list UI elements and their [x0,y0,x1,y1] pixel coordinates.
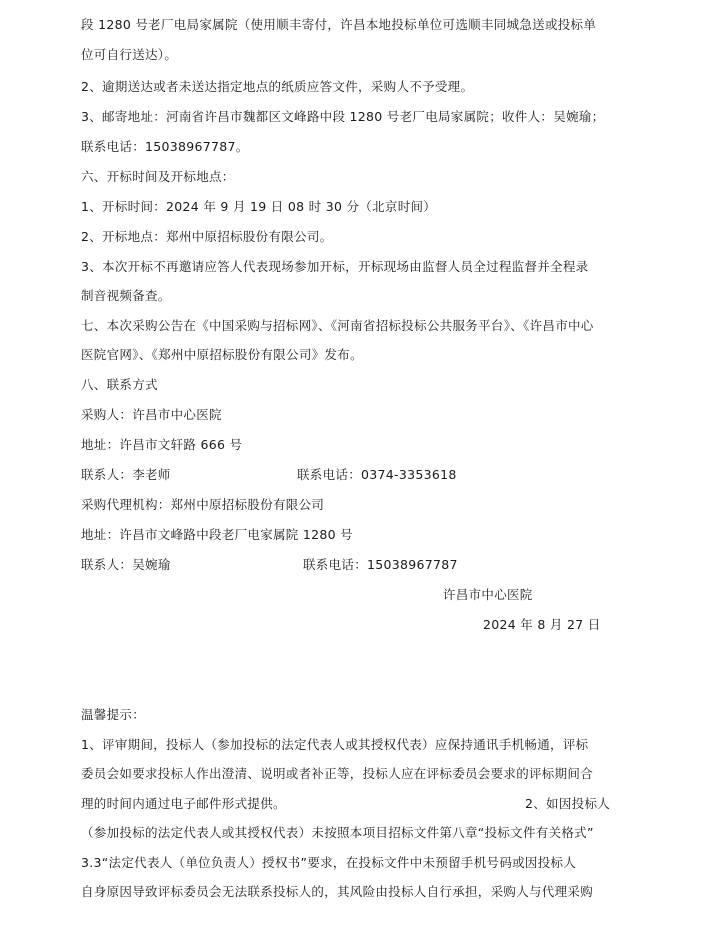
text-line: 地址：许昌市文峰路中段老厂电家属院 1280 号 [81,527,353,542]
text-line: 1、开标时间：2024 年 9 月 19 日 08 时 30 分（北京时间） [81,199,437,214]
text-line: 3、本次开标不再邀请应答人代表现场参加开标，开标现场由监督人员全过程监督并全程录 [81,259,589,274]
text-line: 2、逾期送达或者未送达指定地点的纸质应答文件，采购人不予受理。 [81,79,474,94]
contact-person: 联系人：吴婉瑜 [81,557,171,572]
text-line: 采购代理机构：郑州中原招标股份有限公司 [81,497,325,512]
contact-phone: 联系电话：0374-3353618 [297,467,457,482]
reminder-heading: 温馨提示： [81,707,146,722]
section-heading: 六、开标时间及开标地点： [81,169,235,184]
text-line: 地址：许昌市文轩路 666 号 [81,437,243,452]
signature-org: 许昌市中心医院 [443,587,533,602]
text-line: 2、开标地点：郑州中原招标股份有限公司。 [81,229,333,244]
text-line: 七、本次采购公告在《中国采购与招标网》、《河南省招标投标公共服务平台》、《许昌市中心 [81,318,594,333]
text-line: 采购人：许昌市中心医院 [81,407,222,422]
section-heading: 八、联系方式 [81,377,158,392]
contact-phone: 联系电话：15038967787 [303,557,458,572]
text-line: 1、评审期间，投标人（参加投标的法定代表人或其授权代表）应保持通讯手机畅通，评标 [81,737,589,752]
text-line: 2、如因投标人 [525,796,611,811]
text-line: （参加投标的法定代表人或其授权代表）未按照本项目招标文件第八章“投标文件有关格式” [81,825,594,840]
text-line: 3、邮寄地址：河南省许昌市魏都区文峰路中段 1280 号老厂电局家属院；收件人：吴婉瑜； [81,109,605,124]
text-line: 位可自行送达）。 [81,47,178,62]
text-line: 3.3“法定代表人（单位负责人）授权书”要求，在投标文件中未预留手机号码或因投标人 [81,855,577,870]
text-line: 自身原因导致评标委员会无法联系投标人的，其风险由投标人自行承担，采购人与代理采购 [81,884,594,899]
text-line: 制音视频备查。 [81,288,171,303]
text-line: 理的时间内通过电子邮件形式提供。 [81,796,286,811]
contact-person: 联系人：李老师 [81,467,171,482]
text-line: 委员会如要求投标人作出澄清、说明或者补正等，投标人应在评标委员会要求的评标期间合 [81,766,594,781]
text-line: 医院官网》、《郑州中原招标股份有限公司》发布。 [81,347,363,362]
text-line: 联系电话：15038967787。 [81,139,249,154]
signature-date: 2024 年 8 月 27 日 [483,617,601,632]
text-line: 段 1280 号老厂电局家属院（使用顺丰寄付，许昌本地投标单位可选顺丰同城急送或投标单 [81,17,597,32]
